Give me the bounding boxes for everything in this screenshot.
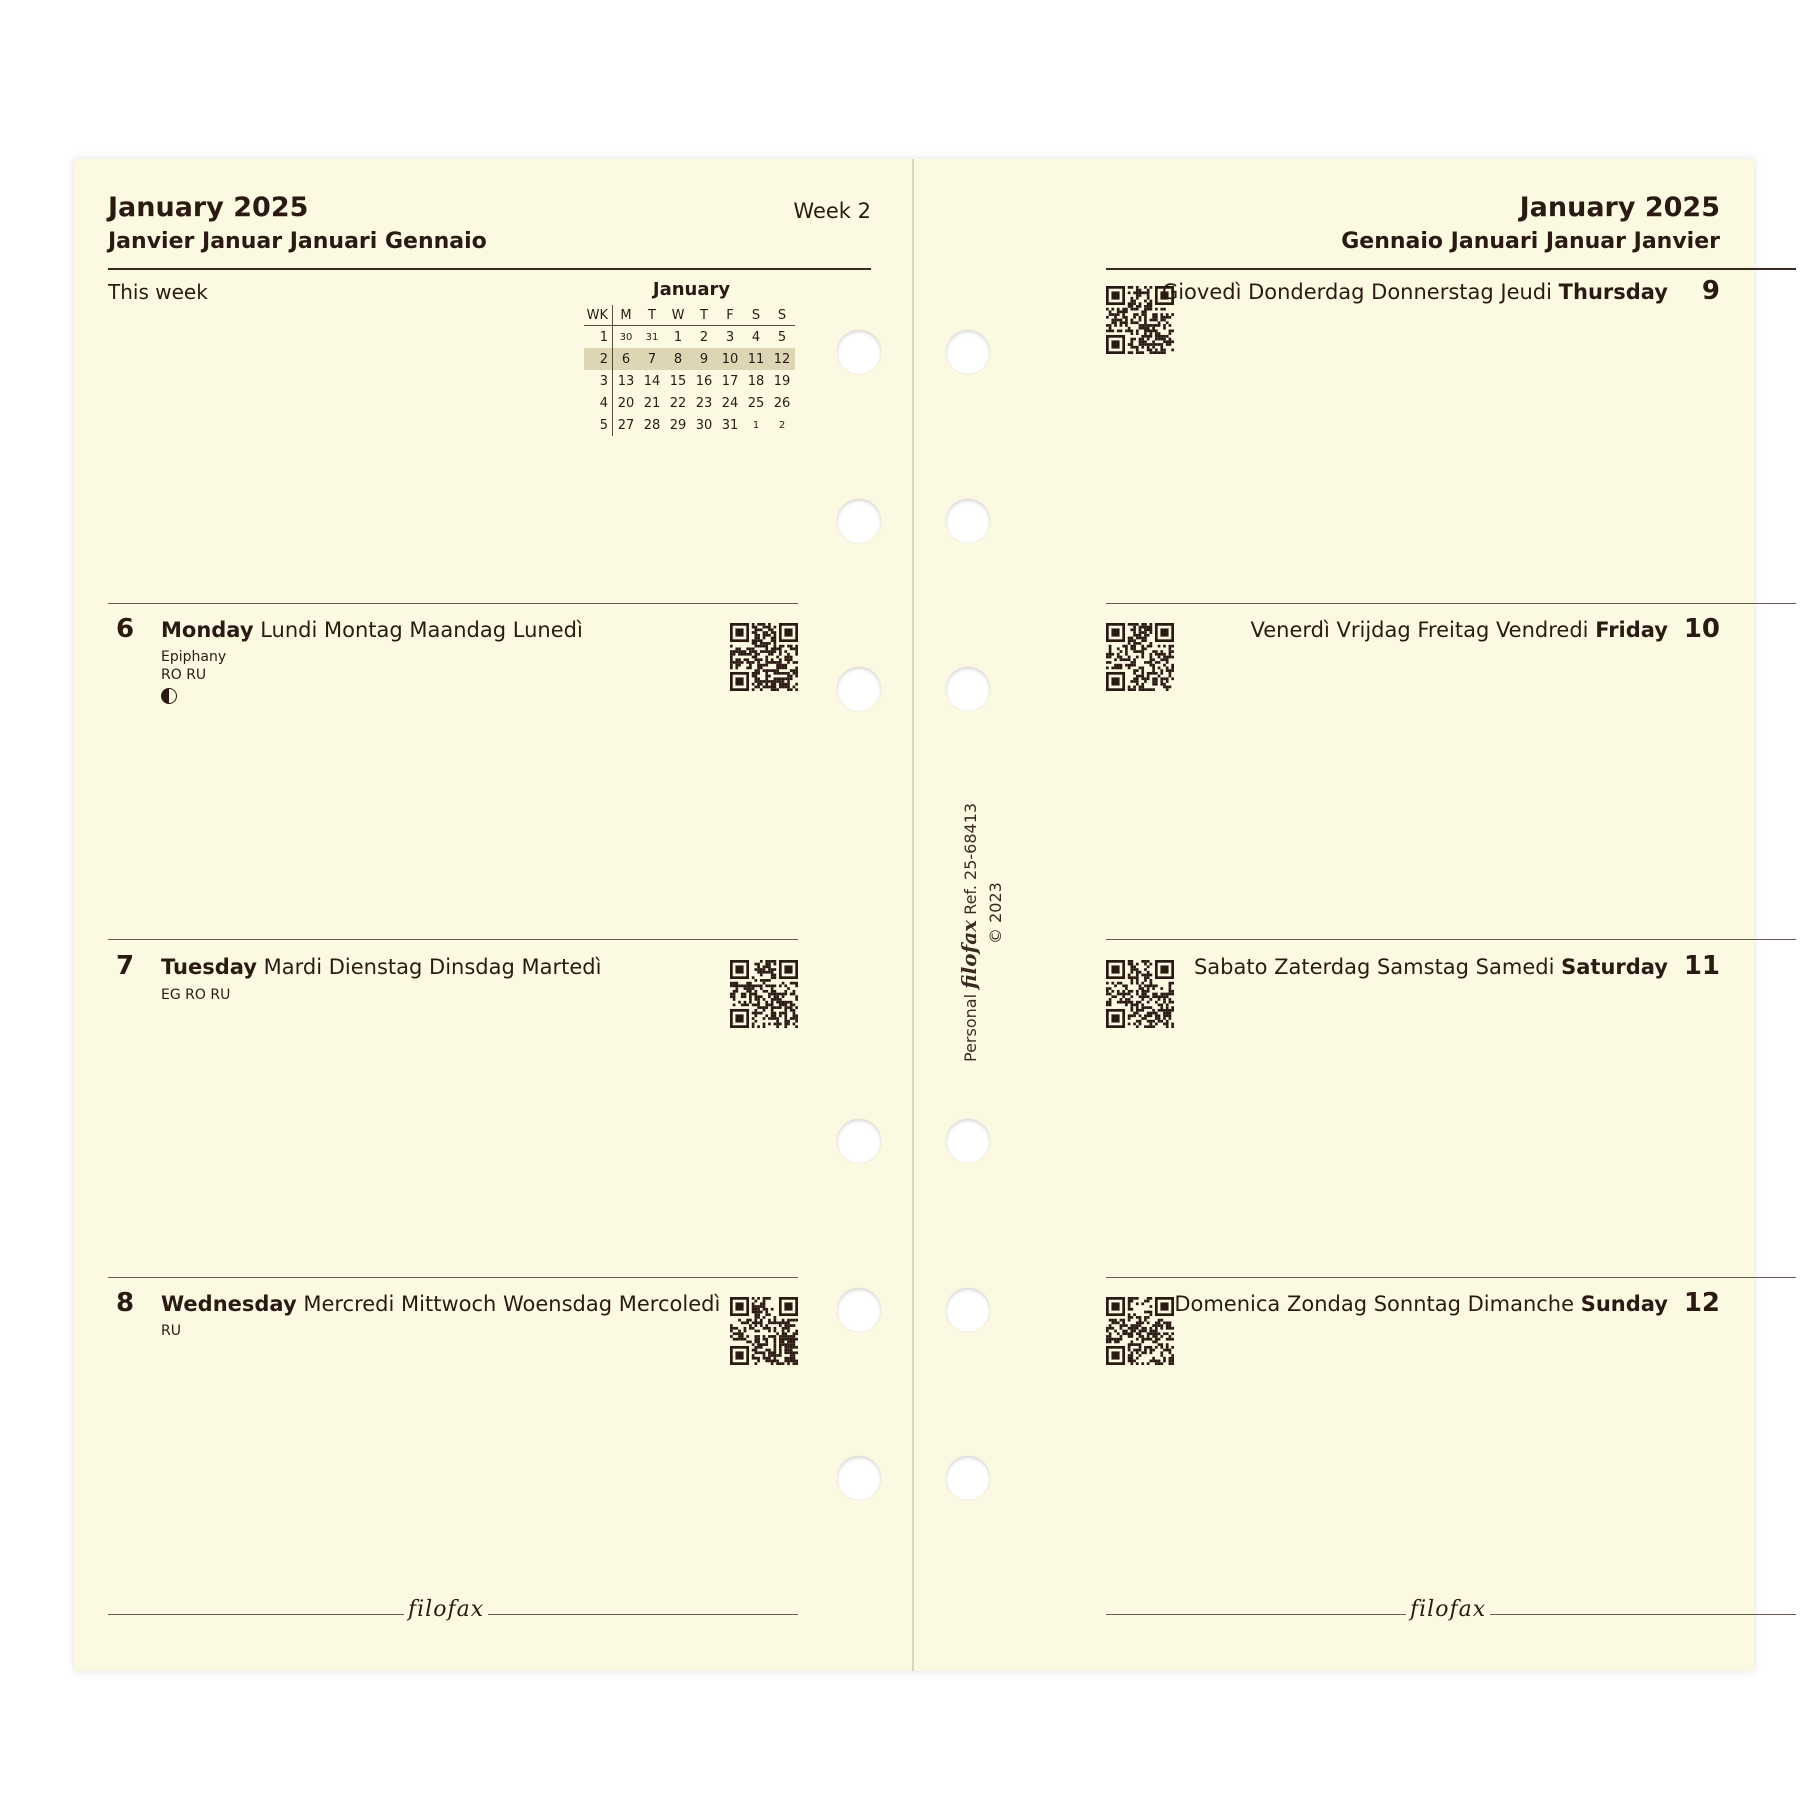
calendar-cell: 5 [777,329,787,345]
day-heading [161,955,601,979]
day-name: Thursday [1558,280,1668,304]
calendar-cell: 31 [645,331,659,343]
calendar-cell: 30 [695,417,713,433]
day-number: 7 [116,951,135,981]
day-header: T [639,305,665,326]
day-divider [108,603,798,604]
calendar-cell: 30 [619,331,633,343]
week-number: 2 [584,348,613,370]
spine-ref: Ref. 25-68413 [961,802,980,915]
day-header: W [665,305,691,326]
qr-code-icon [730,960,798,1028]
calendar-cell: 23 [695,395,713,411]
qr-code-icon [730,1297,798,1365]
calendar-cell: 9 [691,348,717,370]
day-divider [1106,603,1796,604]
day-heading [161,1292,720,1316]
left-page [74,159,914,1671]
calendar-cell: 21 [643,395,661,411]
binder-hole [837,1288,881,1332]
qr-code-icon [1106,1297,1174,1365]
calendar-cell: 13 [617,373,635,389]
calendar-cell: 11 [743,348,769,370]
day-heading [161,618,583,642]
day-name: Tuesday [161,955,257,979]
binder-hole [946,667,990,711]
day-header: F [717,305,743,326]
mini-calendar-table [584,305,795,436]
right-month-subtitle: Gennaio Januari Januar Janvier [1341,229,1720,254]
day-name-translations: Domenica Zondag Sonntag Dimanche [1174,1292,1575,1316]
day-heading [1194,955,1668,979]
binder-hole [946,499,990,543]
day-name: Wednesday [161,1292,297,1316]
binder-hole [946,1119,990,1163]
spine-imprint [957,803,981,1062]
left-month-subtitle: Janvier Januar Januari Gennaio [108,229,487,254]
day-header: S [743,305,769,326]
day-name-translations: Lundi Montag Maandag Lunedì [260,618,583,642]
day-heading [1174,1292,1668,1316]
day-name-translations: Giovedì Donderdag Donnerstag Jeudi [1161,280,1552,304]
day-heading [1251,618,1669,642]
week-number: 4 [584,392,613,414]
spine-copyright: © 2023 [986,882,1005,944]
day-name: Monday [161,618,254,642]
calendar-cell: 25 [747,395,765,411]
holiday-note: Epiphany [161,649,227,665]
calendar-row-current-week [584,348,795,370]
day-divider [108,939,798,940]
qr-code-icon [1106,623,1174,691]
week-number: 3 [584,370,613,392]
binder-hole [837,330,881,374]
right-page [914,159,1754,1671]
binder-hole [837,667,881,711]
moon-phase-icon [161,688,177,704]
binder-hole [837,499,881,543]
day-number: 12 [1683,1288,1720,1318]
calendar-row [584,326,795,349]
calendar-cell: 19 [773,373,791,389]
filofax-logo: filofax [404,1597,488,1622]
spine-filofax-logo: filofax [957,919,981,989]
week-label: Week 2 [793,199,871,223]
calendar-cell: 27 [617,417,635,433]
calendar-cell: 28 [643,417,661,433]
calendar-cell: 2 [778,419,786,431]
country-codes: RU [161,1323,181,1339]
week-number: 5 [584,414,613,436]
calendar-cell: 6 [613,348,640,370]
binder-hole [837,1456,881,1500]
calendar-cell: 16 [695,373,713,389]
calendar-cell: 22 [669,395,687,411]
calendar-cell: 1 [673,329,683,345]
binder-hole [946,1456,990,1500]
country-codes: EG RO RU [161,987,231,1003]
calendar-cell: 20 [617,395,635,411]
binder-hole [837,1119,881,1163]
calendar-cell: 29 [669,417,687,433]
country-codes: RO RU [161,667,207,683]
calendar-row [584,370,795,392]
day-number: 11 [1683,951,1720,981]
day-name: Saturday [1561,955,1668,979]
day-name-translations: Mardi Dienstag Dinsdag Martedì [263,955,602,979]
calendar-row [584,392,795,414]
calendar-cell: 8 [665,348,691,370]
left-month-title: January 2025 [108,192,309,223]
spine-size: Personal [961,993,980,1062]
day-name: Sunday [1580,1292,1668,1316]
calendar-cell: 15 [669,373,687,389]
day-header: S [769,305,795,326]
calendar-cell: 1 [752,419,760,431]
calendar-cell: 31 [721,417,739,433]
filofax-logo: filofax [1406,1597,1490,1622]
calendar-cell: 18 [747,373,765,389]
week-number: 1 [584,326,613,349]
calendar-cell: 17 [721,373,739,389]
calendar-cell: 24 [721,395,739,411]
day-header: T [691,305,717,326]
day-header: M [613,305,640,326]
binder-hole [946,330,990,374]
wk-header: WK [584,305,613,326]
calendar-cell: 2 [699,329,709,345]
qr-code-icon [1106,960,1174,1028]
day-number: 10 [1683,614,1720,644]
calendar-cell: 12 [769,348,795,370]
day-divider [1106,939,1796,940]
calendar-row [584,414,795,436]
day-number: 9 [1701,276,1720,306]
calendar-cell: 26 [773,395,791,411]
planner-spread [74,159,1754,1671]
day-name-translations: Sabato Zaterdag Samstag Samedi [1193,955,1555,979]
header-rule [1106,268,1796,270]
calendar-cell: 4 [751,329,761,345]
binder-hole [946,1288,990,1332]
day-heading [1162,280,1668,304]
day-name: Friday [1595,618,1668,642]
calendar-cell: 14 [643,373,661,389]
day-name-translations: Venerdì Vrijdag Freitag Vendredi [1250,618,1589,642]
day-name-translations: Mercredi Mittwoch Woensdag Mercoledì [303,1292,721,1316]
calendar-cell: 3 [725,329,735,345]
day-divider [1106,1277,1796,1278]
right-month-title: January 2025 [1519,192,1720,223]
this-week-label: This week [108,280,208,304]
header-rule [108,268,871,270]
calendar-cell: 10 [717,348,743,370]
qr-code-icon [730,623,798,691]
calendar-cell: 7 [639,348,665,370]
day-divider [108,1277,798,1278]
day-number: 6 [116,614,135,644]
mini-calendar-title: January [652,279,731,300]
day-number: 8 [116,1288,135,1318]
